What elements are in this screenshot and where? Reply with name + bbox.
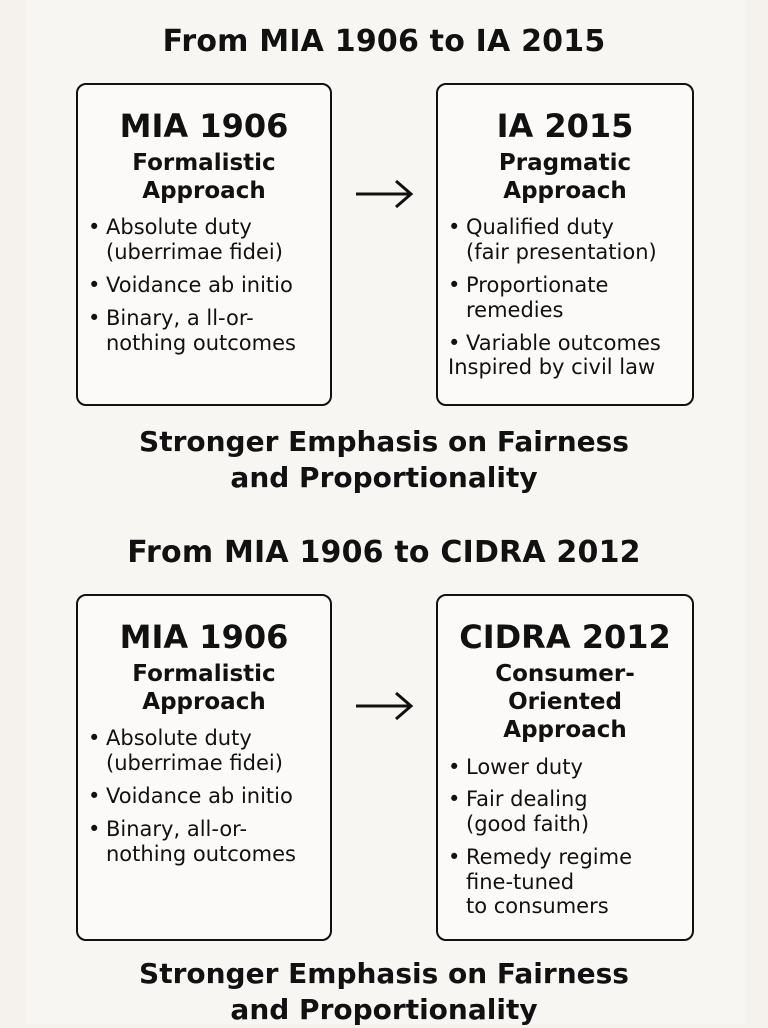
bullet-line: (uberrimae fidei) — [106, 240, 283, 265]
section-2-left-bullets — [78, 726, 330, 866]
section-1-right-subtitle — [438, 149, 692, 205]
section-1-left-subtitle — [78, 149, 330, 205]
bullet-item — [106, 273, 330, 298]
footer-line: Stronger Emphasis on Fairness — [139, 425, 629, 458]
footer-line: Stronger Emphasis on Fairness — [139, 957, 629, 990]
section-2-left-title: MIA 1906 — [119, 618, 289, 656]
section-1-right-box — [436, 83, 694, 406]
bullet-line: Inspired by civil law — [448, 355, 656, 380]
section-1-footer — [0, 424, 768, 496]
bullet-line: • Absolute duty — [106, 215, 252, 240]
bullet-line: nothing outcomes — [106, 841, 296, 866]
bullet-item — [106, 817, 330, 867]
bullet-line: (fair presentation) — [466, 240, 657, 265]
section-2-right-box — [436, 594, 694, 941]
bullet-line: • Voidance ab initio — [106, 273, 293, 298]
section-2-right-bullets — [438, 755, 692, 920]
bullet-item — [466, 215, 692, 265]
bullet-item — [106, 215, 330, 265]
bullet-item — [466, 787, 692, 837]
bullet-line: • Proportionate — [466, 273, 609, 298]
section-1-left-bullets — [78, 215, 330, 355]
bullet-line: • Remedy regime — [466, 844, 633, 869]
section-1-right-bullets — [438, 215, 692, 380]
section-1-right-title: IA 2015 — [496, 107, 634, 145]
subtitle-line: Pragmatic — [498, 150, 632, 177]
bullet-item — [106, 784, 330, 809]
section-1-left-box — [76, 83, 332, 406]
section-2-right-subtitle — [438, 660, 692, 744]
subtitle-line: Consumer- — [495, 661, 635, 688]
bullet-line: • Variable outcomes — [466, 330, 661, 355]
bullet-item — [466, 845, 692, 919]
subtitle-line: Formalistic — [132, 661, 276, 688]
footer-line: and Proportionality — [230, 460, 538, 494]
bullet-line: • Qualified duty — [466, 215, 614, 240]
subtitle-line: Approach — [503, 178, 627, 205]
bullet-line: fine-tuned — [466, 869, 575, 894]
bullet-line: • Fair dealing — [466, 787, 588, 812]
section-1-arrow-icon — [352, 176, 416, 212]
section-2-footer — [0, 956, 768, 1028]
footer-line: and Proportionality — [230, 992, 538, 1026]
subtitle-line: Approach — [503, 717, 627, 744]
bullet-line: • Voidance ab initio — [106, 784, 293, 809]
bullet-line: • Lower duty — [466, 754, 583, 779]
section-1-title: From MIA 1906 to IA 2015 — [162, 24, 606, 59]
bullet-line: remedies — [466, 297, 564, 322]
bullet-line: • Binary, all-or- — [106, 816, 248, 841]
section-2-right-title: CIDRA 2012 — [459, 618, 671, 656]
bullet-line: nothing outcomes — [106, 330, 296, 355]
bullet-line: • Absolute duty — [106, 726, 252, 751]
bullet-line: • Binary, a ll-or- — [106, 305, 254, 330]
bullet-item — [466, 273, 692, 323]
subtitle-line: Formalistic — [132, 150, 276, 177]
section-2-left-subtitle — [78, 660, 330, 716]
subtitle-line: Approach — [142, 689, 266, 716]
section-2-arrow-icon — [352, 688, 416, 724]
subtitle-line: Oriented — [508, 689, 622, 716]
bullet-item — [106, 726, 330, 776]
bullet-item — [448, 330, 692, 381]
section-2-title: From MIA 1906 to CIDRA 2012 — [127, 535, 641, 570]
bullet-item — [466, 755, 692, 780]
bullet-item — [106, 306, 330, 356]
bullet-line: to consumers — [466, 894, 609, 919]
section-1-left-title: MIA 1906 — [119, 107, 289, 145]
bullet-line: (uberrimae fidei) — [106, 751, 283, 776]
section-2-left-box — [76, 594, 332, 941]
subtitle-line: Approach — [142, 178, 266, 205]
bullet-line: (good faith) — [466, 812, 590, 837]
